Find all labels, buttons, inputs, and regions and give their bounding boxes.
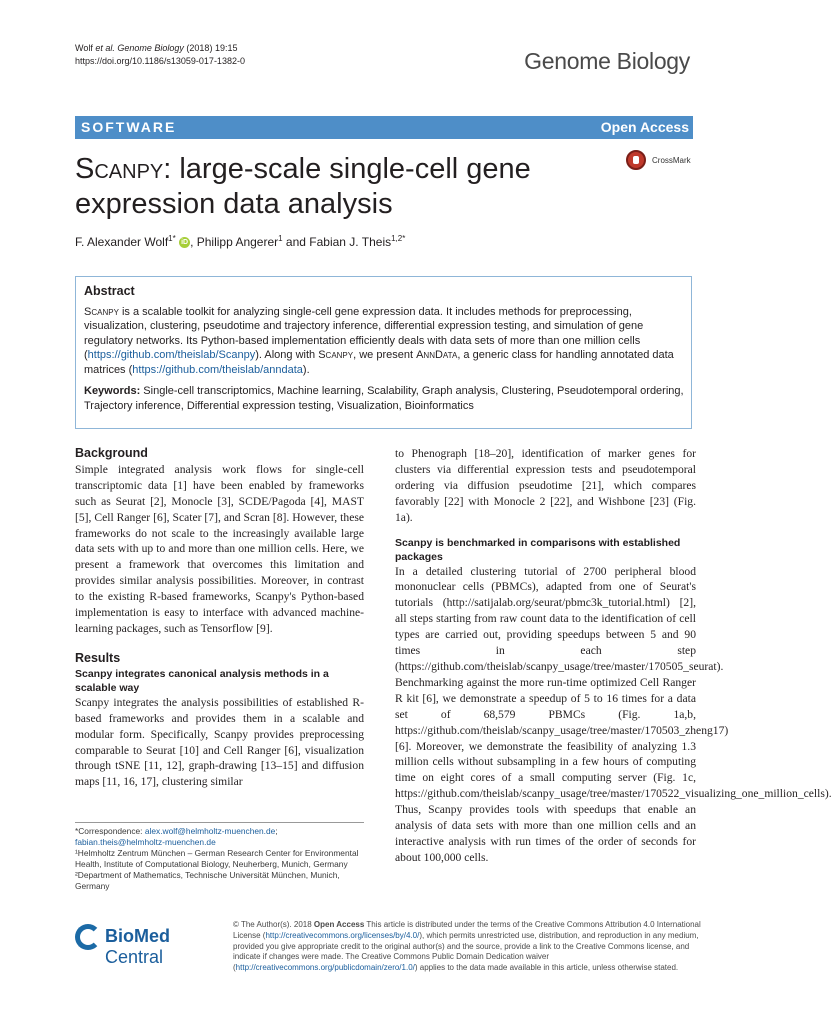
doi-link[interactable]: https://doi.org/10.1186/s13059-017-1382-0 bbox=[75, 56, 245, 66]
cc0-link[interactable]: http://creativecommons.org/publicdomain/zero/1.0/ bbox=[235, 963, 415, 973]
section-label: SOFTWARE bbox=[81, 119, 177, 135]
license-text: © The Author(s). 2018 Open Access This article is distributed under the terms of the Creative Commons Attribution 4.0 International License (http://creativecommons.org/licenses/by/4.0/), which permits unrestricted use, distribution, and reproduction in any medium, provided you give appropriate credit to the original author(s) and the source, provide a link to the Creative Commons license, and indicate if changes were made. The Creative Commons Public Domain Dedication waiver (http://creativecommons.org/publicdomain/zero/1.0/) applies to the data made available in this article, unless otherwise stated. bbox=[233, 920, 701, 973]
abstract-heading: Abstract bbox=[84, 284, 135, 298]
biomed-central-icon bbox=[75, 924, 101, 950]
crossmark-badge[interactable] bbox=[626, 150, 696, 172]
cc-by-link[interactable]: http://creativecommons.org/licenses/by/4.0/ bbox=[265, 930, 420, 940]
right-column bbox=[395, 446, 832, 866]
section-banner bbox=[75, 116, 693, 139]
author-2: , Philipp Angerer bbox=[190, 235, 279, 249]
author-1-affil: 1* bbox=[168, 234, 176, 243]
background-text: Simple integrated analysis work flows for single-cell transcriptomic data [1] have been enabled by frameworks such as Seurat [2], Monocle [3], SCDE/Pagoda [4], MAST [5], Cell Ranger [6], Scater [7], and Scran [8]. However, these frameworks do not scale to the increasingly available large data sets with up to and more than one million cells. Here, we present a framework that overcomes this limitation and provides similar analysis possibilities. Moreover, in contrast to the existing R-based frameworks, Scanpy's Python-based implementation is easy to interface with advanced machine-learning packages, such as Tensorflow [9]. bbox=[75, 462, 364, 635]
scanpy-repo-link[interactable]: https://github.com/theislab/Scanpy bbox=[87, 349, 256, 361]
benchmark-heading: Scanpy is benchmarked in comparisons with established packages bbox=[395, 536, 681, 563]
journal-name: Genome Biology bbox=[524, 48, 690, 74]
crossmark-icon bbox=[626, 150, 646, 170]
orcid-icon[interactable]: iD bbox=[181, 239, 189, 247]
affiliation-1: ¹Helmholtz Zentrum München – German Research Center for Environmental Health, Institute of Computational Biology, Neuherberg, Munich, Germany bbox=[75, 848, 359, 869]
title-rest: : large-scale single-cell gene expression data analysis bbox=[75, 153, 531, 220]
affiliation-2: ²Department of Mathematics, Technische Universität München, Munich, Germany bbox=[75, 870, 340, 891]
keywords bbox=[84, 384, 684, 413]
phenograph-text: to Phenograph [18–20], identification of marker genes for clusters via differential expression tests and pseudotemporal ordering via diffusion pseudotime [21], which compares favorably [22] with Monocle 2 [22], and Wishbone [23] (Fig. 1a). bbox=[395, 447, 696, 524]
background-heading: Background bbox=[75, 446, 148, 460]
anndata-repo-link[interactable]: https://github.com/theislab/anndata bbox=[132, 363, 303, 376]
correspondence-footnote: *Correspondence: alex.wolf@helmholtz-muenchen.de; fabian.theis@helmholtz-muenchen.de ¹Helmholtz Zentrum München – German Research Center for Environmental Health, Institute of Computational Biology, Neuherberg, Munich, Germany ²Department of Mathematics, Technische Universität München, Munich, Germany bbox=[75, 822, 364, 892]
author-list bbox=[75, 234, 405, 249]
left-column bbox=[75, 446, 364, 790]
results-subheading: Scanpy integrates canonical analysis methods in a scalable way bbox=[75, 667, 329, 694]
author-2-affil: 1 bbox=[278, 234, 283, 243]
citation-year: (2018) 19:15 bbox=[183, 43, 238, 53]
keywords-label: Keywords: bbox=[84, 385, 141, 397]
benchmark-text: In a detailed clustering tutorial of 2700 peripheral blood mononuclear cells (PBMCs), adapted from one of Seurat's tutorials (http://satijalab.org/seurat/pbmc3k_tutorial.html) [2], all steps starting from raw count data to the identification of cell types are carried out, providing speedups between 5 and 90 times in each step (https://github.com/theislab/scanpy_usage/tree/master/170505_seurat). Benchmarking against the more run-time optimized Cell Ranger R kit [6], we demonstrate a speedup of 5 to 16 times for a data set of 68,579 PBMCs (Fig. 1a,b, https://github.com/theislab/scanpy_usage/tree/master/170503_zheng17) [6]. Moreover, we demonstrate the feasibility of analyzing 1.3 million cells without subsampling in a few hours of computing time on eight cores of a small computing server (Fig. 1c, https://github.com/theislab/scanpy_usage/tree/master/170522_visualizing_one_million_cells). Thus, Scanpy provides tools with speedups that enable an analysis of data sets with more than one million cells and an interactive analysis with run times of the order of seconds for about 100,000 cells. bbox=[395, 564, 832, 864]
keywords-list: Single-cell transcriptomics, Machine learning, Scalability, Graph analysis, Clustering, Pseudotemporal ordering, Trajectory inference, Differential expression testing, Visualization, Bioinformatics bbox=[84, 385, 684, 412]
citation-journal: et al. Genome Biology bbox=[95, 43, 184, 53]
open-access-label: Open Access bbox=[600, 119, 689, 135]
citation-header bbox=[75, 42, 245, 68]
abstract-text: Scanpy is a scalable toolkit for analyzing single-cell gene expression data. It includes methods for preprocessing, visualization, clustering, pseudotime and trajectory inference, differential expression testing, and simulation of gene regulatory networks. Its Python-based implementation efficiently deals with data sets of more than one million cells (https://github.com/theislab/Scanpy). Along with Scanpy, we present AnnData, a generic class for handling annotated data matrices (https://github.com/theislab/anndata). bbox=[84, 305, 674, 376]
author-3: and Fabian J. Theis bbox=[282, 235, 392, 249]
results-heading: Results bbox=[75, 650, 121, 665]
title-scanpy: Scanpy bbox=[75, 153, 164, 185]
email-theis[interactable]: fabian.theis@helmholtz-muenchen.de bbox=[75, 837, 216, 847]
abstract-box bbox=[75, 276, 692, 429]
author-3-affil: 1,2* bbox=[391, 234, 406, 243]
email-wolf[interactable]: alex.wolf@helmholtz-muenchen.de bbox=[144, 826, 276, 836]
article-title bbox=[75, 152, 595, 222]
citation-authors: Wolf bbox=[75, 43, 93, 53]
biomed-central-logo: BioMed Central bbox=[75, 922, 225, 952]
results-text: Scanpy integrates the analysis possibilities of established R-based frameworks and provides them in a scalable and modular form. Specifically, Scanpy provides preprocessing comparable to Seurat [10] and Cell Ranger [6], visualization through tSNE [11, 12], graph-drawing [13–15] and diffusion maps [11, 16, 17], clustering similar bbox=[75, 695, 364, 789]
author-1: F. Alexander Wolf bbox=[75, 235, 169, 249]
crossmark-label: CrossMark bbox=[652, 156, 691, 165]
